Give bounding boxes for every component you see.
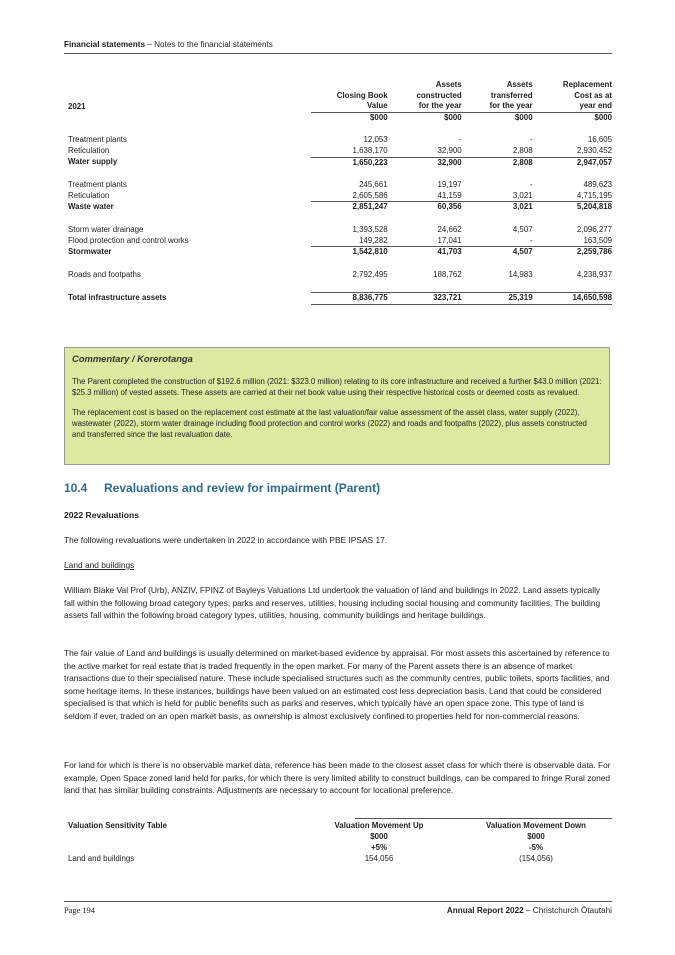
row-value: 16,605 bbox=[587, 135, 612, 145]
col3-line3: for the year bbox=[489, 101, 533, 111]
sensitivity-unit-row bbox=[68, 831, 612, 842]
infrastructure-assets-table bbox=[68, 80, 612, 305]
col4-line2: Cost as at bbox=[574, 90, 612, 100]
table-unit-row bbox=[68, 112, 612, 123]
row-value: 489,623 bbox=[583, 180, 612, 190]
row-value: - bbox=[459, 135, 462, 145]
unit-col3: $000 bbox=[462, 112, 533, 123]
row-value: 32,900 bbox=[437, 145, 462, 155]
row-label: Reticulation bbox=[68, 146, 110, 156]
row-value: 8,836,775 bbox=[311, 293, 387, 305]
section-title: Revaluations and review for impairment (Parent) bbox=[104, 481, 381, 495]
sensitivity-title: Valuation Sensitivity Table bbox=[68, 821, 167, 830]
row-value: 4,507 bbox=[512, 224, 533, 234]
sensitivity-down-value: (154,056) bbox=[519, 854, 553, 863]
row-value: 323,721 bbox=[388, 293, 462, 305]
col1-line3: Value bbox=[366, 101, 388, 111]
row-value: 4,507 bbox=[462, 247, 533, 258]
col1-line2: Closing Book bbox=[336, 90, 388, 100]
table-row bbox=[68, 270, 612, 281]
subtotal-row bbox=[68, 202, 612, 213]
paragraph-fair-value: The fair value of Land and buildings is usually determined on market-based evidence by appraisal. For most assets this ascertained by reference to the active market for real estate that is traded frequently in the open market. For many of the Parent assets there is an absence of market transactions due to their specialised nature. These include specialised structures such as the community centres, public toilets, sports facilities, and some heritage items. In these instances, buildings have been valued on an estimated cost less depreciation basis. Land that could be considered specialised is that which is held for public benefits such as parks and reserves, which typically have an open space zone. This type of land is seldom if ever, traded on an open market basis, as ownership is almost exclusively confined to properties held for non-commercial reasons. bbox=[64, 648, 610, 721]
sensitivity-row-label: Land and buildings bbox=[68, 854, 135, 863]
row-value: 24,662 bbox=[437, 224, 462, 234]
sensitivity-up-pct: +5% bbox=[370, 843, 387, 852]
row-label: Roads and footpaths bbox=[68, 269, 141, 279]
row-value: 2,947,057 bbox=[533, 157, 612, 168]
commentary-paragraph-2: The replacement cost is based on the replacement cost estimate at the last valuation/fair value assessment of the asset class, water supply (2022), wastewater (2022), storm water drainage including flood protection and control works (2022) and roads and footpaths (2022), plus assets constructed and transferred since the last revaluation date. bbox=[72, 408, 587, 439]
row-value: 5,204,818 bbox=[533, 202, 612, 213]
row-value: - bbox=[529, 135, 533, 145]
row-value: 14,650,598 bbox=[533, 293, 612, 305]
footer-divider bbox=[64, 901, 612, 902]
row-value: 2,792,495 bbox=[352, 269, 388, 279]
row-value: 2,930,452 bbox=[576, 145, 612, 155]
sensitivity-up-value: 154,056 bbox=[364, 854, 394, 863]
row-label: Reticulation bbox=[68, 191, 110, 200]
asset-rows bbox=[68, 135, 612, 304]
total-row bbox=[68, 293, 612, 305]
row-value: 14,983 bbox=[508, 269, 533, 279]
row-value: 3,021 bbox=[512, 190, 533, 200]
row-value: 32,900 bbox=[388, 157, 462, 168]
paragraph-observable-data: For land for which is there is no observable market data, reference has been made to the closest asset class for which there is observable data. For example, Open Space zoned land held for parks, for which there is very limited ability to construct buildings, can be compared to fringe Rural zoned land that has similar building constraints. Adjustments are necessary to account for locational preference. bbox=[64, 760, 611, 796]
row-value: 25,319 bbox=[462, 293, 533, 305]
row-label: Stormwater bbox=[68, 246, 112, 256]
intro-paragraph: The following revaluations were undertaken in 2022 in accordance with PBE IPSAS 17. bbox=[64, 535, 388, 545]
row-value: 60,356 bbox=[388, 202, 462, 213]
running-header bbox=[64, 40, 273, 49]
col4-line1: Replacement bbox=[562, 80, 612, 89]
subheading-2022-revaluations: 2022 Revaluations bbox=[64, 510, 139, 520]
col1-line1 bbox=[311, 80, 387, 91]
row-value: 19,197 bbox=[437, 180, 462, 190]
row-value: 245,661 bbox=[359, 180, 388, 190]
row-value: 3,021 bbox=[462, 202, 533, 213]
commentary-title: Commentary / Korerotanga bbox=[72, 353, 193, 364]
row-label: Total infrastructure assets bbox=[68, 293, 167, 303]
row-label: Water supply bbox=[68, 157, 118, 167]
land-buildings-heading: Land and buildings bbox=[64, 560, 135, 570]
commentary-paragraph-1: The Parent completed the construction of $192.6 million (2021: $323.0 million) relating to its core infrastructure and received a further $43.0 million (2021: $25.3 million) of vested assets. These assets are carried at their net book value using their respective historical costs or deemed costs as revalued. bbox=[72, 377, 602, 397]
sensitivity-up-header: Valuation Movement Up bbox=[334, 821, 424, 830]
table-header-row-3 bbox=[68, 101, 612, 112]
row-value: 1,393,528 bbox=[352, 224, 388, 234]
report-title bbox=[447, 906, 612, 915]
row-value: 4,715,195 bbox=[576, 190, 612, 200]
col2-line3: for the year bbox=[418, 101, 462, 111]
table-row bbox=[68, 135, 612, 146]
paragraph-valuer: William Blake Val Prof (Urb), ANZIV, FPINZ of Bayleys Valuations Ltd undertook the valuation of land and buildings in 2022. Land assets typically fall within the following broad category types, parks and reserves, utilities, housing including social housing and community facilities. The building assets fall within the following broad category types, utilities, housing, community buildings and heritage buildings. bbox=[64, 585, 601, 621]
section-number: 10.4 bbox=[64, 481, 88, 495]
col2-line1: Assets bbox=[435, 80, 462, 89]
header-divider bbox=[64, 53, 612, 54]
row-value: 4,238,937 bbox=[576, 269, 612, 279]
row-value: 2,808 bbox=[512, 145, 533, 155]
row-label: Waste water bbox=[68, 202, 114, 212]
row-value: 12,053 bbox=[363, 135, 388, 145]
row-value: 2,808 bbox=[462, 157, 533, 168]
unit-col1: $000 bbox=[311, 112, 387, 123]
section-heading bbox=[64, 481, 380, 495]
row-value: 149,282 bbox=[359, 235, 388, 245]
row-value: 41,703 bbox=[388, 247, 462, 258]
table-header-row-1 bbox=[68, 80, 612, 91]
sensitivity-pct-row bbox=[68, 842, 612, 853]
commentary-box bbox=[64, 347, 610, 465]
row-value: 2,259,786 bbox=[533, 247, 612, 258]
row-value: 1,638,170 bbox=[352, 145, 388, 155]
row-value: 2,851,247 bbox=[311, 202, 387, 213]
sensitivity-header-row bbox=[68, 820, 612, 831]
sensitivity-up-unit: $000 bbox=[370, 832, 388, 841]
table-header-row-2 bbox=[68, 91, 612, 102]
header-bold: Financial statements bbox=[64, 40, 145, 49]
row-value: 1,542,810 bbox=[311, 247, 387, 258]
col4-line3: year end bbox=[579, 101, 612, 111]
row-value: 41,159 bbox=[437, 190, 462, 200]
table-row bbox=[68, 225, 612, 236]
sensitivity-table bbox=[68, 820, 612, 864]
row-label: Flood protection and control works bbox=[68, 235, 189, 245]
report-title-bold: Annual Report 2022 bbox=[446, 906, 524, 915]
row-value: - bbox=[529, 180, 533, 190]
row-value: 2,605,586 bbox=[352, 190, 388, 200]
unit-col4: $000 bbox=[533, 112, 612, 123]
row-value: 163,509 bbox=[583, 235, 612, 245]
sensitivity-down-header: Valuation Movement Down bbox=[486, 821, 586, 830]
row-label: Treatment plants bbox=[68, 135, 127, 145]
sensitivity-rule bbox=[355, 818, 612, 819]
sensitivity-data-row bbox=[68, 853, 612, 864]
row-value: 2,096,277 bbox=[576, 224, 612, 234]
col3-line1: Assets bbox=[506, 80, 533, 89]
row-value: 1,650,223 bbox=[311, 157, 387, 168]
row-value: 17,041 bbox=[437, 235, 462, 245]
header-rest: – Notes to the financial statements bbox=[145, 40, 273, 49]
row-label: Treatment plants bbox=[68, 180, 127, 190]
unit-col2: $000 bbox=[388, 112, 462, 123]
table-row bbox=[68, 236, 612, 247]
col2-line2: constructed bbox=[416, 90, 462, 100]
col3-line2: transferred bbox=[490, 90, 533, 100]
page-number: Page 194 bbox=[64, 906, 95, 915]
subtotal-row bbox=[68, 247, 612, 258]
row-value: - bbox=[529, 235, 533, 245]
table-year: 2021 bbox=[68, 101, 86, 111]
table-row bbox=[68, 191, 612, 202]
subtotal-row bbox=[68, 157, 612, 168]
report-title-rest: – Christchurch Ōtautahi bbox=[523, 906, 612, 915]
row-label: Storm water drainage bbox=[68, 224, 144, 234]
row-value: 188,762 bbox=[433, 269, 462, 279]
sensitivity-down-unit: $000 bbox=[527, 832, 545, 841]
table-row bbox=[68, 146, 612, 157]
table-row bbox=[68, 180, 612, 191]
sensitivity-down-pct: -5% bbox=[528, 843, 544, 852]
